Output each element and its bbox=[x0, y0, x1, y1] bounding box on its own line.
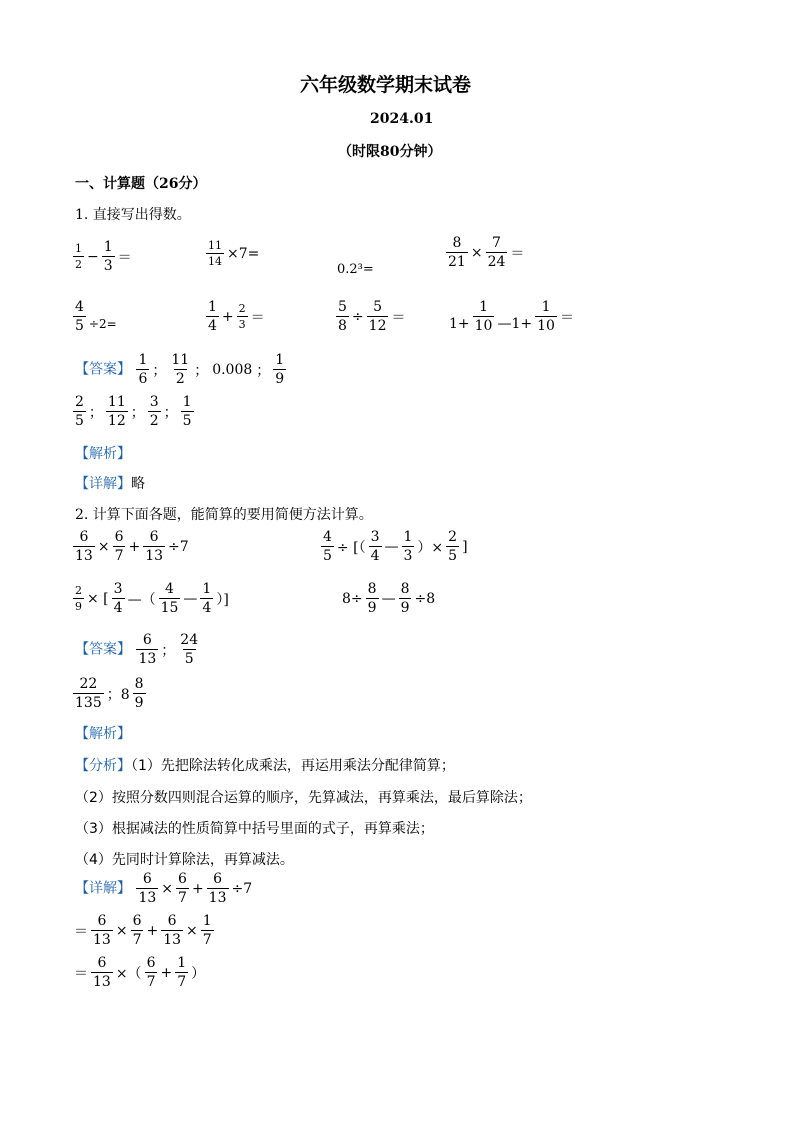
expression: $\frac{8}{21}$ × $\frac{7}{24}$ ＝ bbox=[448, 235, 525, 270]
answer-line: 【答案】 $\frac{1}{6}$ ； $\frac{11}{2}$ ； 0.008 ； $\frac{1}{9}$ bbox=[75, 352, 285, 387]
page-title: 六年级数学期末试卷 bbox=[300, 74, 472, 96]
detail-text: 略 bbox=[131, 476, 145, 492]
detail-line: 【详解】 $\frac{6}{13}$ × $\frac{6}{7}$ + $\frac{6}{13}$ ÷7 bbox=[75, 871, 253, 906]
step-2: （2）按照分数四则混合运算的顺序，先算减法，再算乘法，最后算除法； bbox=[75, 790, 532, 806]
detail-tag: 【详解】 bbox=[75, 880, 131, 897]
expression: $\frac{1}{4}$ + $\frac{2}{3}$ ＝ bbox=[208, 299, 265, 334]
detail-line bbox=[75, 473, 145, 493]
analysis-tag: 【解析】 bbox=[75, 446, 131, 462]
answer-line: 【答案】 $\frac{6}{13}$ ； $\frac{24}{5}$ bbox=[75, 632, 199, 667]
step-1: （1）先把除法转化成乘法，再运用乘法分配律简算； bbox=[131, 758, 455, 774]
expression: 8÷ $\frac{8}{9}$ — $\frac{8}{9}$ ÷8 bbox=[342, 581, 436, 616]
expression: $\frac{4}{5}$ ÷2= bbox=[75, 299, 117, 334]
expression: 0.2³= bbox=[337, 262, 374, 277]
answer-line: $\frac{2}{5}$ ； $\frac{11}{12}$ ； $\frac{3}{2}$ ； $\frac{1}{5}$ bbox=[75, 394, 192, 429]
answer-decimal: 0.008 bbox=[212, 361, 253, 378]
question-prompt: 2. 计算下面各题，能简算的要用简便方法计算。 bbox=[75, 507, 373, 523]
detail-step: ＝ $\frac{6}{13}$ ×（ $\frac{6}{7}$ + $\frac{1}{7}$ ） bbox=[74, 955, 206, 990]
expression: $\frac{11}{14}$ ×7= bbox=[208, 239, 260, 268]
analysis-line bbox=[75, 755, 455, 775]
exam-date: 2024.01 bbox=[370, 111, 434, 127]
detail-step: ＝ $\frac{6}{13}$ × $\frac{6}{7}$ + $\frac{6}{13}$ × $\frac{1}{7}$ bbox=[74, 913, 212, 948]
answer-tag: 【答案】 bbox=[75, 361, 131, 378]
fenxi-tag: 【分析】 bbox=[75, 758, 131, 774]
answer-tag: 【答案】 bbox=[75, 641, 131, 658]
section-heading: 一、计算题（26分） bbox=[75, 176, 207, 192]
question-prompt: 1. 直接写出得数。 bbox=[75, 207, 191, 223]
expression: $\frac{2}{9}$ × [ $\frac{3}{4}$ —（ $\frac{4}{15}$ — $\frac{1}{4}$ ）] bbox=[75, 581, 229, 616]
expression: $\frac{6}{13}$ × $\frac{6}{7}$ + $\frac{6}{13}$ ÷7 bbox=[75, 529, 189, 564]
expression: 1+ $\frac{1}{10}$ —1+ $\frac{1}{10}$ ＝ bbox=[449, 299, 574, 334]
time-limit: （时限80分钟） bbox=[338, 144, 442, 160]
detail-tag: 【详解】 bbox=[75, 476, 131, 492]
answer-line: $\frac{22}{135}$ ；8 $\frac{8}{9}$ bbox=[75, 676, 144, 711]
expression: $\frac{5}{8}$ ÷ $\frac{5}{12}$ ＝ bbox=[338, 299, 406, 334]
analysis-tag: 【解析】 bbox=[75, 726, 131, 742]
expression: $\frac{4}{5}$ ÷ [（ $\frac{3}{4}$ — $\frac{1}{3}$ ）× $\frac{2}{5}$ ] bbox=[323, 529, 468, 564]
expression: $\frac{1}{2}$ − $\frac{1}{3}$ ＝ bbox=[75, 239, 132, 274]
step-4: （4）先同时计算除法，再算减法。 bbox=[75, 852, 294, 868]
step-3: （3）根据减法的性质简算中括号里面的式子，再算乘法； bbox=[75, 821, 434, 837]
